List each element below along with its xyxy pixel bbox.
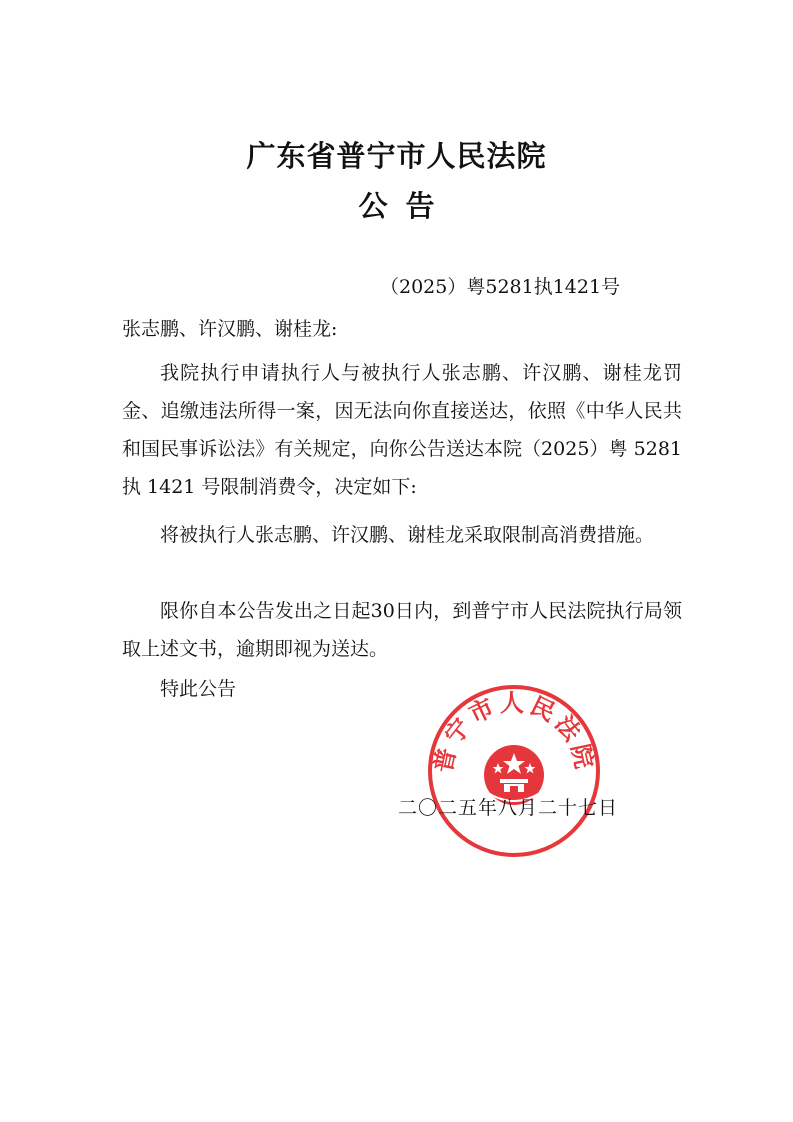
court-seal-stamp (426, 683, 602, 859)
notice-heading: 公告 (358, 189, 453, 223)
court-name-heading: 广东省普宁市人民法院 (246, 139, 547, 173)
body-paragraph-measure: 将被执行人张志鹏、许汉鹏、谢桂龙采取限制高消费措施。 (160, 524, 655, 546)
body-paragraph-deadline: 限你自本公告发出之日起30日内，到普宁市人民法院执行局领取上述文书，逾期即视为送达。 (122, 600, 682, 660)
document-number: （2025）粤5281执1421号 (380, 276, 621, 298)
body-paragraph-decision: 我院执行申请执行人与被执行人张志鹏、许汉鹏、谢桂龙罚金、追缴违法所得一案，因无法向你直接送达，依照《中华人民共和国民事诉讼法》有关规定，向你公告送达本院（2025）粤 5281 执 1421 号限制消费令，决定如下: (122, 362, 682, 498)
issue-date: 二〇二五年八月二十七日 (398, 797, 619, 819)
addressee: 张志鹏、许汉鹏、谢桂龙: (122, 318, 338, 340)
closing-statement: 特此公告 (160, 678, 237, 700)
seal-text-path: 普宁市人民法院 (427, 688, 601, 775)
